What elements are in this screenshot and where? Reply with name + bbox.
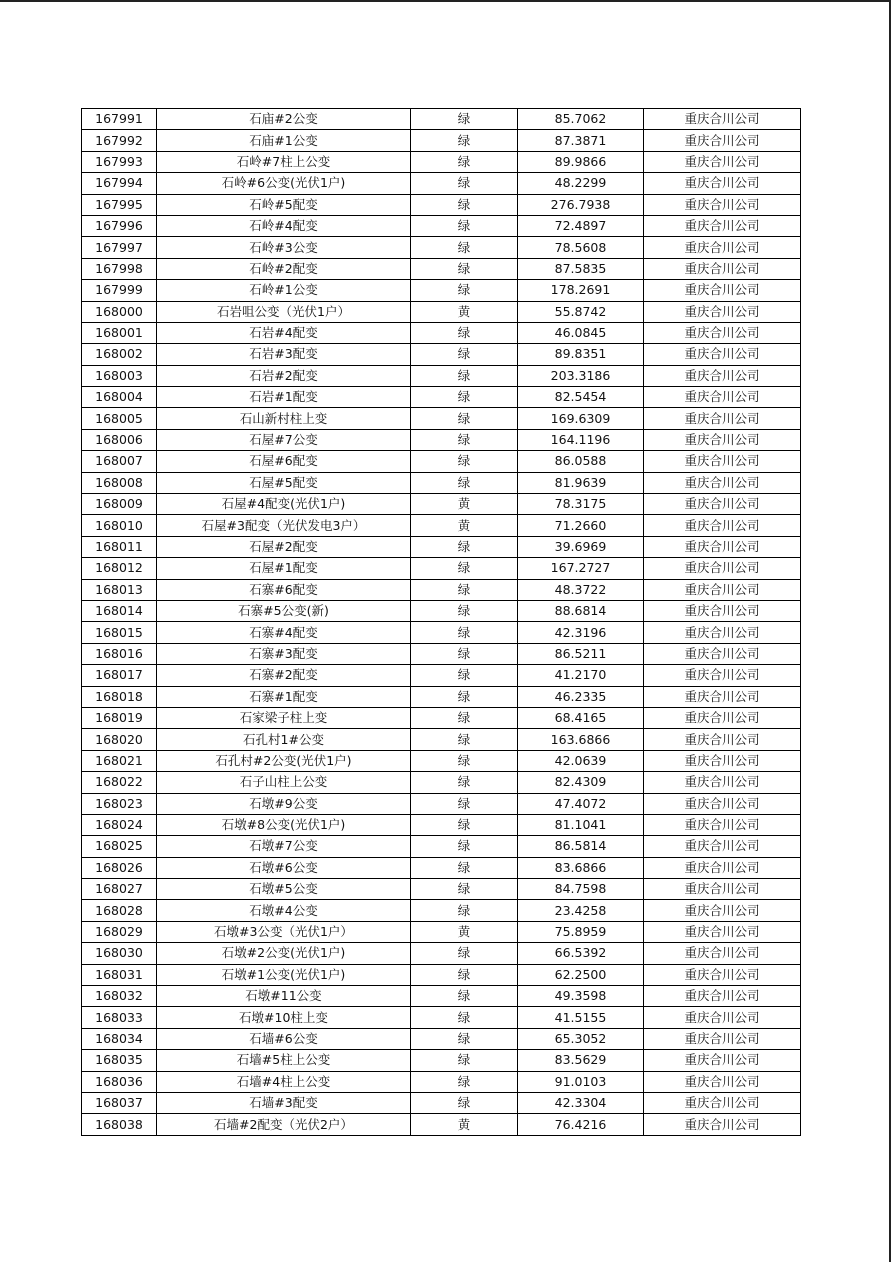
value-cell: 78.5608 [518, 237, 644, 258]
table-row [82, 515, 801, 536]
row-id-cell: 168014 [82, 600, 157, 621]
status-cell: 绿 [411, 1071, 518, 1092]
company-cell: 重庆合川公司 [644, 900, 801, 921]
value-cell: 41.5155 [518, 1007, 644, 1028]
company-cell: 重庆合川公司 [644, 280, 801, 301]
status-cell: 绿 [411, 579, 518, 600]
page-right-border [889, 0, 891, 1262]
status-cell: 绿 [411, 750, 518, 771]
value-cell: 169.6309 [518, 408, 644, 429]
company-cell: 重庆合川公司 [644, 772, 801, 793]
status-cell: 绿 [411, 109, 518, 130]
table-row [82, 536, 801, 557]
row-id-cell: 168023 [82, 793, 157, 814]
company-cell: 重庆合川公司 [644, 665, 801, 686]
value-cell: 82.5454 [518, 387, 644, 408]
value-cell: 87.3871 [518, 130, 644, 151]
table-row [82, 665, 801, 686]
row-id-cell: 168002 [82, 344, 157, 365]
table-row [82, 173, 801, 194]
row-id-cell: 168035 [82, 1050, 157, 1071]
row-id-cell: 168029 [82, 921, 157, 942]
table-row [82, 622, 801, 643]
row-id-cell: 168021 [82, 750, 157, 771]
status-cell: 绿 [411, 729, 518, 750]
transformer-name-cell: 石墙#6公变 [157, 1028, 411, 1049]
value-cell: 89.8351 [518, 344, 644, 365]
table-row [82, 836, 801, 857]
company-cell: 重庆合川公司 [644, 237, 801, 258]
company-cell: 重庆合川公司 [644, 536, 801, 557]
company-cell: 重庆合川公司 [644, 1028, 801, 1049]
transformer-name-cell: 石屋#3配变（光伏发电3户） [157, 515, 411, 536]
transformer-name-cell: 石子山柱上公变 [157, 772, 411, 793]
value-cell: 81.1041 [518, 814, 644, 835]
row-id-cell: 167996 [82, 215, 157, 236]
status-cell: 绿 [411, 793, 518, 814]
transformer-name-cell: 石岩#2配变 [157, 365, 411, 386]
row-id-cell: 168005 [82, 408, 157, 429]
transformer-name-cell: 石寨#1配变 [157, 686, 411, 707]
value-cell: 163.6866 [518, 729, 644, 750]
transformer-name-cell: 石墙#5柱上公变 [157, 1050, 411, 1071]
transformer-name-cell: 石寨#5公变(新) [157, 600, 411, 621]
transformer-name-cell: 石寨#2配变 [157, 665, 411, 686]
company-cell: 重庆合川公司 [644, 494, 801, 515]
status-cell: 绿 [411, 365, 518, 386]
table-row [82, 879, 801, 900]
row-id-cell: 168004 [82, 387, 157, 408]
value-cell: 62.2500 [518, 964, 644, 985]
transformer-name-cell: 石墩#6公变 [157, 857, 411, 878]
row-id-cell: 168020 [82, 729, 157, 750]
transformer-name-cell: 石孔村#2公变(光伏1户) [157, 750, 411, 771]
status-cell: 黄 [411, 1114, 518, 1135]
table-row [82, 194, 801, 215]
company-cell: 重庆合川公司 [644, 1071, 801, 1092]
transformer-name-cell: 石岩#1配变 [157, 387, 411, 408]
value-cell: 42.0639 [518, 750, 644, 771]
row-id-cell: 167994 [82, 173, 157, 194]
status-cell: 绿 [411, 536, 518, 557]
value-cell: 65.3052 [518, 1028, 644, 1049]
company-cell: 重庆合川公司 [644, 750, 801, 771]
company-cell: 重庆合川公司 [644, 964, 801, 985]
table-row [82, 151, 801, 172]
transformer-name-cell: 石墩#9公变 [157, 793, 411, 814]
company-cell: 重庆合川公司 [644, 793, 801, 814]
row-id-cell: 168000 [82, 301, 157, 322]
table-row [82, 1028, 801, 1049]
company-cell: 重庆合川公司 [644, 643, 801, 664]
transformer-name-cell: 石岭#2配变 [157, 258, 411, 279]
transformer-name-cell: 石屋#2配变 [157, 536, 411, 557]
transformer-name-cell: 石墩#11公变 [157, 986, 411, 1007]
table-row [82, 301, 801, 322]
company-cell: 重庆合川公司 [644, 451, 801, 472]
value-cell: 48.2299 [518, 173, 644, 194]
row-id-cell: 168017 [82, 665, 157, 686]
table-row [82, 558, 801, 579]
table-row [82, 1050, 801, 1071]
table-row [82, 964, 801, 985]
value-cell: 203.3186 [518, 365, 644, 386]
row-id-cell: 168008 [82, 472, 157, 493]
table-row [82, 1007, 801, 1028]
company-cell: 重庆合川公司 [644, 579, 801, 600]
company-cell: 重庆合川公司 [644, 301, 801, 322]
transformer-name-cell: 石岭#5配变 [157, 194, 411, 215]
company-cell: 重庆合川公司 [644, 130, 801, 151]
transformer-name-cell: 石岩咀公变（光伏1户） [157, 301, 411, 322]
value-cell: 48.3722 [518, 579, 644, 600]
transformer-name-cell: 石墙#2配变（光伏2户） [157, 1114, 411, 1135]
transformer-name-cell: 石寨#4配变 [157, 622, 411, 643]
transformer-name-cell: 石寨#6配变 [157, 579, 411, 600]
company-cell: 重庆合川公司 [644, 408, 801, 429]
transformer-name-cell: 石墩#7公变 [157, 836, 411, 857]
row-id-cell: 168013 [82, 579, 157, 600]
row-id-cell: 168036 [82, 1071, 157, 1092]
table-row [82, 814, 801, 835]
value-cell: 46.2335 [518, 686, 644, 707]
row-id-cell: 168019 [82, 707, 157, 728]
status-cell: 绿 [411, 1092, 518, 1113]
row-id-cell: 167998 [82, 258, 157, 279]
table-row [82, 280, 801, 301]
value-cell: 276.7938 [518, 194, 644, 215]
status-cell: 绿 [411, 173, 518, 194]
transformer-name-cell: 石屋#5配变 [157, 472, 411, 493]
row-id-cell: 167999 [82, 280, 157, 301]
value-cell: 55.8742 [518, 301, 644, 322]
table-row [82, 109, 801, 130]
row-id-cell: 167992 [82, 130, 157, 151]
company-cell: 重庆合川公司 [644, 1050, 801, 1071]
status-cell: 绿 [411, 408, 518, 429]
table-row [82, 237, 801, 258]
company-cell: 重庆合川公司 [644, 986, 801, 1007]
status-cell: 绿 [411, 964, 518, 985]
value-cell: 68.4165 [518, 707, 644, 728]
row-id-cell: 168003 [82, 365, 157, 386]
company-cell: 重庆合川公司 [644, 365, 801, 386]
value-cell: 83.5629 [518, 1050, 644, 1071]
row-id-cell: 168010 [82, 515, 157, 536]
transformer-name-cell: 石岭#3公变 [157, 237, 411, 258]
status-cell: 绿 [411, 686, 518, 707]
value-cell: 71.2660 [518, 515, 644, 536]
status-cell: 绿 [411, 322, 518, 343]
status-cell: 绿 [411, 857, 518, 878]
transformer-name-cell: 石庙#2公变 [157, 109, 411, 130]
transformer-name-cell: 石墙#4柱上公变 [157, 1071, 411, 1092]
value-cell: 86.5211 [518, 643, 644, 664]
company-cell: 重庆合川公司 [644, 173, 801, 194]
value-cell: 39.6969 [518, 536, 644, 557]
status-cell: 绿 [411, 600, 518, 621]
transformer-name-cell: 石寨#3配变 [157, 643, 411, 664]
table-row [82, 408, 801, 429]
table-row [82, 729, 801, 750]
row-id-cell: 168033 [82, 1007, 157, 1028]
row-id-cell: 168009 [82, 494, 157, 515]
transformer-name-cell: 石墩#2公变(光伏1户) [157, 943, 411, 964]
table-row [82, 772, 801, 793]
transformer-name-cell: 石屋#1配变 [157, 558, 411, 579]
transformer-name-cell: 石岭#7柱上公变 [157, 151, 411, 172]
company-cell: 重庆合川公司 [644, 151, 801, 172]
transformer-name-cell: 石墙#3配变 [157, 1092, 411, 1113]
value-cell: 49.3598 [518, 986, 644, 1007]
table-row [82, 472, 801, 493]
transformer-name-cell: 石岩#3配变 [157, 344, 411, 365]
table-row [82, 943, 801, 964]
table-row [82, 494, 801, 515]
table-row [82, 793, 801, 814]
value-cell: 23.4258 [518, 900, 644, 921]
status-cell: 绿 [411, 1028, 518, 1049]
row-id-cell: 168032 [82, 986, 157, 1007]
row-id-cell: 168015 [82, 622, 157, 643]
table-row [82, 322, 801, 343]
transformer-name-cell: 石墩#4公变 [157, 900, 411, 921]
status-cell: 绿 [411, 151, 518, 172]
row-id-cell: 167995 [82, 194, 157, 215]
transformer-name-cell: 石墩#8公变(光伏1户) [157, 814, 411, 835]
status-cell: 绿 [411, 772, 518, 793]
company-cell: 重庆合川公司 [644, 600, 801, 621]
transformer-name-cell: 石屋#6配变 [157, 451, 411, 472]
company-cell: 重庆合川公司 [644, 814, 801, 835]
company-cell: 重庆合川公司 [644, 836, 801, 857]
company-cell: 重庆合川公司 [644, 1007, 801, 1028]
row-id-cell: 168037 [82, 1092, 157, 1113]
row-id-cell: 168016 [82, 643, 157, 664]
table-row [82, 750, 801, 771]
status-cell: 绿 [411, 451, 518, 472]
row-id-cell: 168027 [82, 879, 157, 900]
value-cell: 167.2727 [518, 558, 644, 579]
status-cell: 绿 [411, 194, 518, 215]
value-cell: 78.3175 [518, 494, 644, 515]
row-id-cell: 168001 [82, 322, 157, 343]
table-row [82, 451, 801, 472]
status-cell: 绿 [411, 707, 518, 728]
status-cell: 绿 [411, 622, 518, 643]
company-cell: 重庆合川公司 [644, 1092, 801, 1113]
table-row [82, 857, 801, 878]
row-id-cell: 168031 [82, 964, 157, 985]
value-cell: 85.7062 [518, 109, 644, 130]
status-cell: 绿 [411, 879, 518, 900]
company-cell: 重庆合川公司 [644, 921, 801, 942]
table-row [82, 686, 801, 707]
page-top-border [0, 0, 890, 2]
status-cell: 绿 [411, 215, 518, 236]
company-cell: 重庆合川公司 [644, 686, 801, 707]
table-row [82, 344, 801, 365]
status-cell: 绿 [411, 665, 518, 686]
value-cell: 86.0588 [518, 451, 644, 472]
status-cell: 绿 [411, 1050, 518, 1071]
status-cell: 绿 [411, 1007, 518, 1028]
table-row [82, 215, 801, 236]
transformer-name-cell: 石岭#6公变(光伏1户) [157, 173, 411, 194]
row-id-cell: 168024 [82, 814, 157, 835]
row-id-cell: 167993 [82, 151, 157, 172]
table-row [82, 1071, 801, 1092]
company-cell: 重庆合川公司 [644, 943, 801, 964]
row-id-cell: 167997 [82, 237, 157, 258]
status-cell: 绿 [411, 237, 518, 258]
table-row [82, 986, 801, 1007]
table-row [82, 643, 801, 664]
transformer-name-cell: 石岩#4配变 [157, 322, 411, 343]
company-cell: 重庆合川公司 [644, 344, 801, 365]
status-cell: 黄 [411, 515, 518, 536]
value-cell: 47.4072 [518, 793, 644, 814]
company-cell: 重庆合川公司 [644, 707, 801, 728]
value-cell: 83.6866 [518, 857, 644, 878]
table-row [82, 707, 801, 728]
row-id-cell: 168034 [82, 1028, 157, 1049]
transformer-table [81, 108, 801, 1136]
table-row [82, 1092, 801, 1113]
company-cell: 重庆合川公司 [644, 1114, 801, 1135]
status-cell: 绿 [411, 900, 518, 921]
row-id-cell: 168006 [82, 429, 157, 450]
transformer-name-cell: 石墩#3公变（光伏1户） [157, 921, 411, 942]
row-id-cell: 168022 [82, 772, 157, 793]
status-cell: 黄 [411, 494, 518, 515]
value-cell: 87.5835 [518, 258, 644, 279]
value-cell: 81.9639 [518, 472, 644, 493]
status-cell: 绿 [411, 130, 518, 151]
status-cell: 绿 [411, 344, 518, 365]
transformer-name-cell: 石家梁子柱上变 [157, 707, 411, 728]
row-id-cell: 168030 [82, 943, 157, 964]
value-cell: 91.0103 [518, 1071, 644, 1092]
value-cell: 42.3304 [518, 1092, 644, 1113]
value-cell: 82.4309 [518, 772, 644, 793]
row-id-cell: 168018 [82, 686, 157, 707]
table-row [82, 130, 801, 151]
status-cell: 绿 [411, 472, 518, 493]
table-row [82, 1114, 801, 1135]
table-row [82, 387, 801, 408]
value-cell: 41.2170 [518, 665, 644, 686]
transformer-name-cell: 石庙#1公变 [157, 130, 411, 151]
value-cell: 46.0845 [518, 322, 644, 343]
transformer-name-cell: 石墩#1公变(光伏1户) [157, 964, 411, 985]
status-cell: 绿 [411, 643, 518, 664]
row-id-cell: 167991 [82, 109, 157, 130]
table-row [82, 258, 801, 279]
status-cell: 绿 [411, 429, 518, 450]
company-cell: 重庆合川公司 [644, 429, 801, 450]
value-cell: 75.8959 [518, 921, 644, 942]
row-id-cell: 168012 [82, 558, 157, 579]
value-cell: 164.1196 [518, 429, 644, 450]
status-cell: 绿 [411, 558, 518, 579]
company-cell: 重庆合川公司 [644, 879, 801, 900]
transformer-name-cell: 石屋#4配变(光伏1户) [157, 494, 411, 515]
status-cell: 绿 [411, 986, 518, 1007]
company-cell: 重庆合川公司 [644, 387, 801, 408]
status-cell: 黄 [411, 301, 518, 322]
table-row [82, 579, 801, 600]
company-cell: 重庆合川公司 [644, 215, 801, 236]
table-row [82, 921, 801, 942]
value-cell: 178.2691 [518, 280, 644, 301]
company-cell: 重庆合川公司 [644, 515, 801, 536]
status-cell: 绿 [411, 258, 518, 279]
status-cell: 绿 [411, 387, 518, 408]
table-row [82, 365, 801, 386]
status-cell: 绿 [411, 280, 518, 301]
value-cell: 66.5392 [518, 943, 644, 964]
transformer-name-cell: 石墩#10柱上变 [157, 1007, 411, 1028]
company-cell: 重庆合川公司 [644, 622, 801, 643]
table-row [82, 429, 801, 450]
value-cell: 89.9866 [518, 151, 644, 172]
row-id-cell: 168038 [82, 1114, 157, 1135]
transformer-name-cell: 石墩#5公变 [157, 879, 411, 900]
row-id-cell: 168028 [82, 900, 157, 921]
row-id-cell: 168026 [82, 857, 157, 878]
company-cell: 重庆合川公司 [644, 857, 801, 878]
row-id-cell: 168007 [82, 451, 157, 472]
transformer-name-cell: 石孔村1#公变 [157, 729, 411, 750]
company-cell: 重庆合川公司 [644, 258, 801, 279]
row-id-cell: 168025 [82, 836, 157, 857]
company-cell: 重庆合川公司 [644, 322, 801, 343]
table-row [82, 600, 801, 621]
value-cell: 86.5814 [518, 836, 644, 857]
company-cell: 重庆合川公司 [644, 729, 801, 750]
row-id-cell: 168011 [82, 536, 157, 557]
value-cell: 84.7598 [518, 879, 644, 900]
transformer-name-cell: 石山新村柱上变 [157, 408, 411, 429]
value-cell: 76.4216 [518, 1114, 644, 1135]
company-cell: 重庆合川公司 [644, 472, 801, 493]
table-row [82, 900, 801, 921]
status-cell: 绿 [411, 814, 518, 835]
company-cell: 重庆合川公司 [644, 558, 801, 579]
value-cell: 88.6814 [518, 600, 644, 621]
transformer-name-cell: 石岭#4配变 [157, 215, 411, 236]
value-cell: 42.3196 [518, 622, 644, 643]
table-body [82, 109, 801, 1136]
value-cell: 72.4897 [518, 215, 644, 236]
transformer-name-cell: 石屋#7公变 [157, 429, 411, 450]
company-cell: 重庆合川公司 [644, 109, 801, 130]
status-cell: 黄 [411, 921, 518, 942]
company-cell: 重庆合川公司 [644, 194, 801, 215]
transformer-name-cell: 石岭#1公变 [157, 280, 411, 301]
status-cell: 绿 [411, 836, 518, 857]
status-cell: 绿 [411, 943, 518, 964]
